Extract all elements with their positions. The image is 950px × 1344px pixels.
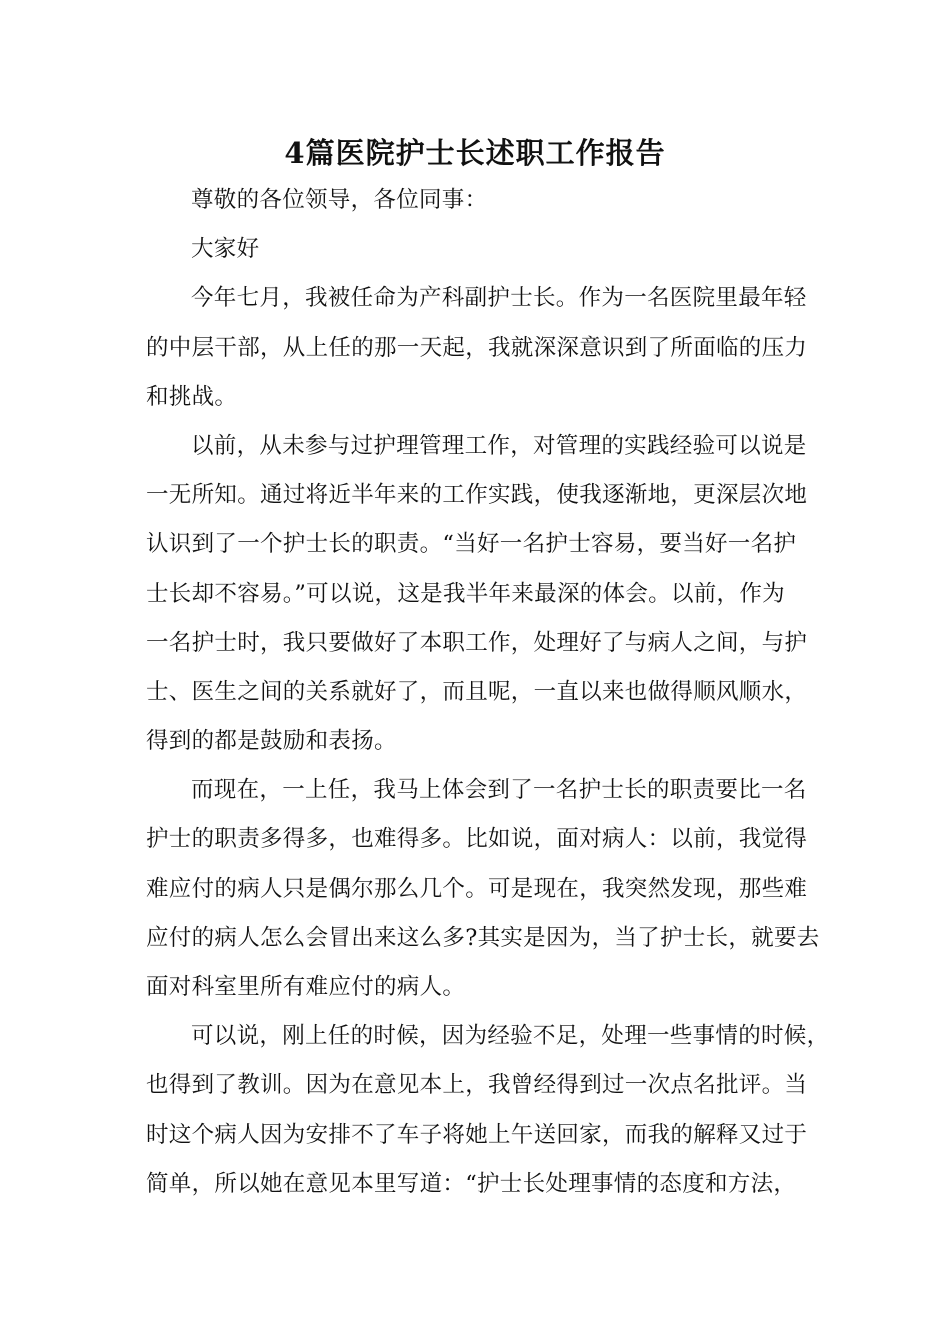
text-line: 可以说，刚上任的时候，因为经验不足，处理一些事情的时候，	[191, 1023, 830, 1050]
text-line: 也得到了教训。因为在意见本上，我曾经得到过一次点名批评。当	[146, 1072, 808, 1099]
text-line: 一无所知。通过将近半年来的工作实践，使我逐渐地，更深层次地	[146, 482, 808, 509]
text-line: 一名护士时，我只要做好了本职工作，处理好了与病人之间，与护	[146, 629, 808, 656]
text-line: 士长却不容易。”可以说，这是我半年来最深的体会。以前，作为	[146, 580, 785, 607]
text-line: 今年七月，我被任命为产科副护士长。作为一名医院里最年轻	[191, 285, 807, 312]
text-line: 尊敬的各位领导，各位同事：	[191, 187, 488, 213]
text-line: 应付的病人怎么会冒出来这么多?其实是因为，当了护士长，就要去	[146, 924, 820, 951]
document-title: 4篇医院护士长述职工作报告	[284, 136, 666, 170]
text-line: 护士的职责多得多，也难得多。比如说，面对病人：以前，我觉得	[146, 826, 808, 853]
text-line: 得到的都是鼓励和表扬。	[146, 728, 397, 755]
text-line: 以前，从未参与过护理管理工作，对管理的实践经验可以说是	[191, 432, 807, 459]
text-line: 而现在，一上任，我马上体会到了一名护士长的职责要比一名	[191, 777, 807, 804]
text-line: 时这个病人因为安排不了车子将她上午送回家，而我的解释又过于	[146, 1121, 808, 1148]
text-line: 难应付的病人只是偶尔那么几个。可是现在，我突然发现，那些难	[146, 875, 808, 902]
text-line: 大家好	[191, 236, 260, 263]
text-line: 认识到了一个护士长的职责。“当好一名护士容易，要当好一名护	[146, 531, 797, 558]
text-line: 的中层干部，从上任的那一天起，我就深深意识到了所面临的压力	[146, 334, 808, 361]
document-body	[146, 176, 830, 1209]
text-line: 士、医生之间的关系就好了，而且呢，一直以来也做得顺风顺水，	[146, 678, 808, 705]
text-line: 和挑战。	[146, 383, 238, 410]
text-line: 面对科室里所有难应付的病人。	[146, 974, 466, 1000]
text-line: 简单，所以她在意见本里写道：“护士长处理事情的态度和方法，	[146, 1170, 797, 1197]
